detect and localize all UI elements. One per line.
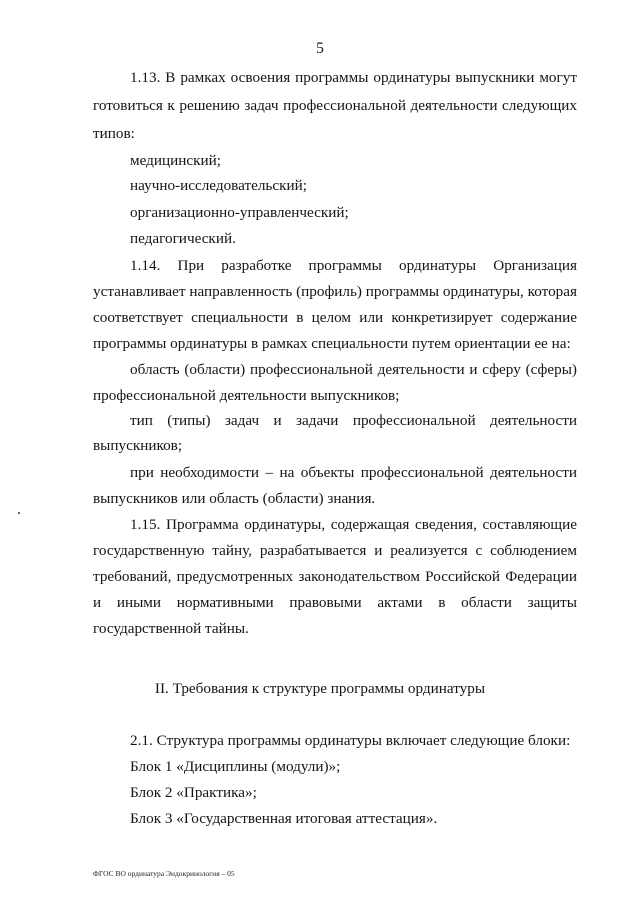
page-footer: ФГОС ВО ординатура Эндокринология – 05: [93, 869, 235, 878]
paragraph-2-1-line: 2.1. Структура программы ординатуры включает следующие блоки:: [130, 732, 571, 749]
list-item: область (области) профессиональной деятельности и сферу (сферы): [130, 361, 577, 378]
list-item: научно-исследовательский;: [130, 177, 307, 194]
paragraph-1-13-line: готовиться к решению задач профессиональной деятельности следующих: [93, 97, 577, 114]
paragraph-1-15-line: государственную тайну, разрабатывается и реализуется с соблюдением: [93, 542, 577, 559]
scan-mark: [18, 512, 20, 514]
list-item: Блок 1 «Дисциплины (модули)»;: [130, 758, 341, 775]
section-heading: II. Требования к структуре программы ординатуры: [154, 680, 486, 697]
paragraph-1-15-line: и иными нормативными правовыми актами в области защиты: [93, 594, 577, 611]
list-item-continuation: выпускников или область (области) знания.: [93, 490, 376, 507]
paragraph-1-15-line: требований, предусмотренных законодательством Российской Федерации: [93, 568, 577, 585]
paragraph-1-14-line: соответствует специальности в целом или конкретизирует содержание: [93, 309, 577, 326]
list-item: Блок 2 «Практика»;: [130, 784, 257, 801]
page-number: 5: [316, 40, 324, 57]
paragraph-1-14-line: 1.14. При разработке программы ординатуры Организация: [130, 257, 577, 274]
list-item: организационно-управленческий;: [130, 204, 349, 221]
paragraph-1-14-line: программы ординатуры в рамках специальности путем ориентации ее на:: [93, 335, 571, 352]
list-item: тип (типы) задач и задачи профессиональной деятельности: [130, 412, 577, 429]
list-item: при необходимости – на объекты профессиональной деятельности: [130, 464, 577, 481]
list-item: Блок 3 «Государственная итоговая аттестация».: [130, 810, 438, 827]
paragraph-1-15-line: государственной тайны.: [93, 620, 249, 637]
list-item: педагогический.: [130, 230, 236, 247]
list-item-continuation: выпускников;: [93, 437, 183, 454]
paragraph-1-13-line: 1.13. В рамках освоения программы ординатуры выпускники могут: [130, 69, 577, 86]
paragraph-1-14-line: устанавливает направленность (профиль) программы ординатуры, которая: [93, 283, 577, 300]
list-item: медицинский;: [130, 152, 221, 169]
paragraph-1-15-line: 1.15. Программа ординатуры, содержащая сведения, составляющие: [130, 516, 577, 533]
paragraph-1-13-line: типов:: [93, 125, 135, 142]
list-item-continuation: профессиональной деятельности выпускников;: [93, 387, 400, 404]
